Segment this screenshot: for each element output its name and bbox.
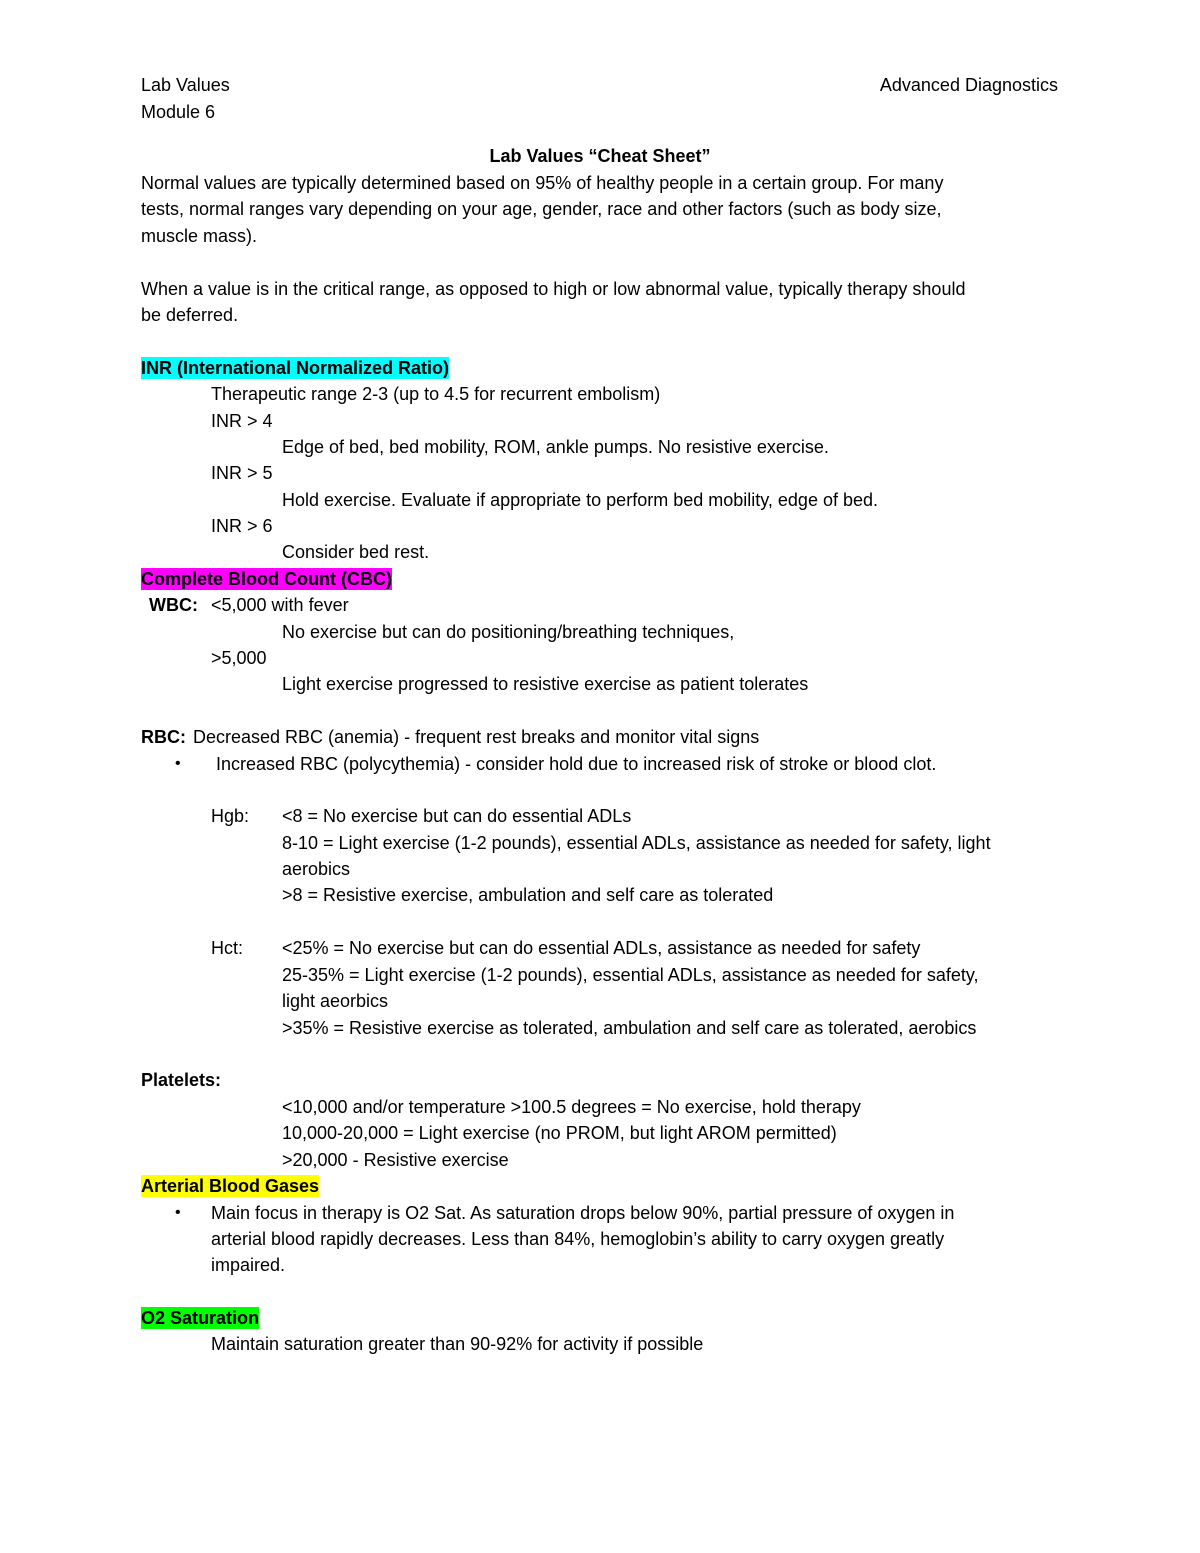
header-left-line2: Module 6 — [141, 102, 216, 122]
bullet-icon: • — [175, 1204, 181, 1221]
abg-line: impaired. — [211, 1255, 286, 1275]
hct-line: light aeorbics — [282, 991, 389, 1011]
hgb-line: <8 = No exercise but can do essential ADLs — [282, 806, 632, 826]
platelets-label: Platelets: — [141, 1070, 222, 1090]
inr-label: INR > 6 — [211, 516, 273, 536]
inr-therapeutic-range: Therapeutic range 2-3 (up to 4.5 for recurrent embolism) — [211, 384, 661, 404]
hct-line: <25% = No exercise but can do essential ADLs, assistance as needed for safety — [282, 938, 921, 958]
hct-line: >35% = Resistive exercise as tolerated, ambulation and self care as tolerated, aerobics — [282, 1018, 977, 1038]
intro-line: tests, normal ranges vary depending on your age, gender, race and other factors (such as body size, — [141, 199, 942, 219]
abg-heading: Arterial Blood Gases — [141, 1176, 320, 1196]
inr-label: INR > 5 — [211, 463, 273, 483]
inr-guidance: Edge of bed, bed mobility, ROM, ankle pumps. No resistive exercise. — [282, 437, 829, 457]
rbc-decreased: Decreased RBC (anemia) - frequent rest breaks and monitor vital signs — [193, 727, 760, 747]
wbc-low-guidance: No exercise but can do positioning/breathing techniques, — [282, 622, 735, 642]
wbc-high-guidance: Light exercise progressed to resistive exercise as patient tolerates — [282, 674, 809, 694]
hgb-line: aerobics — [282, 859, 351, 879]
wbc-low: <5,000 with fever — [211, 595, 349, 615]
header-right: Advanced Diagnostics — [879, 75, 1058, 95]
intro-line: be deferred. — [141, 305, 239, 325]
inr-heading: INR (International Normalized Ratio) — [141, 358, 450, 378]
hgb-line: 8-10 = Light exercise (1-2 pounds), essential ADLs, assistance as needed for safety, light — [282, 833, 991, 853]
rbc-increased: Increased RBC (polycythemia) - consider hold due to increased risk of stroke or blood clot. — [216, 754, 937, 774]
o2-guidance: Maintain saturation greater than 90-92% for activity if possible — [211, 1334, 704, 1354]
cbc-heading: Complete Blood Count (CBC) — [141, 569, 392, 589]
intro-line: muscle mass). — [141, 226, 258, 246]
o2-heading: O2 Saturation — [141, 1308, 260, 1328]
wbc-high: >5,000 — [211, 648, 267, 668]
abg-line: Main focus in therapy is O2 Sat. As saturation drops below 90%, partial pressure of oxygen in — [211, 1203, 955, 1223]
hgb-label: Hgb: — [211, 806, 250, 826]
platelets-line: >20,000 - Resistive exercise — [282, 1150, 509, 1170]
rbc-label: RBC: — [141, 727, 186, 747]
platelets-line: <10,000 and/or temperature >100.5 degrees = No exercise, hold therapy — [282, 1097, 861, 1117]
hct-line: 25-35% = Light exercise (1-2 pounds), essential ADLs, assistance as needed for safety, — [282, 965, 979, 985]
hgb-line: >8 = Resistive exercise, ambulation and self care as tolerated — [282, 885, 774, 905]
intro-line: Normal values are typically determined based on 95% of healthy people in a certain group. For many — [141, 173, 944, 193]
hct-label: Hct: — [211, 938, 244, 958]
page-title: Lab Values “Cheat Sheet” — [489, 146, 711, 166]
inr-guidance: Consider bed rest. — [282, 542, 430, 562]
abg-line: arterial blood rapidly decreases. Less than 84%, hemoglobin’s ability to carry oxygen greatly — [211, 1229, 945, 1249]
bullet-icon: • — [175, 755, 181, 772]
platelets-line: 10,000-20,000 = Light exercise (no PROM, but light AROM permitted) — [282, 1123, 837, 1143]
wbc-label: WBC: — [149, 595, 198, 615]
header-left-line1: Lab Values — [141, 75, 230, 95]
intro-line: When a value is in the critical range, as opposed to high or low abnormal value, typically therapy should — [141, 279, 966, 299]
inr-guidance: Hold exercise. Evaluate if appropriate to perform bed mobility, edge of bed. — [282, 490, 878, 510]
inr-label: INR > 4 — [211, 411, 273, 431]
